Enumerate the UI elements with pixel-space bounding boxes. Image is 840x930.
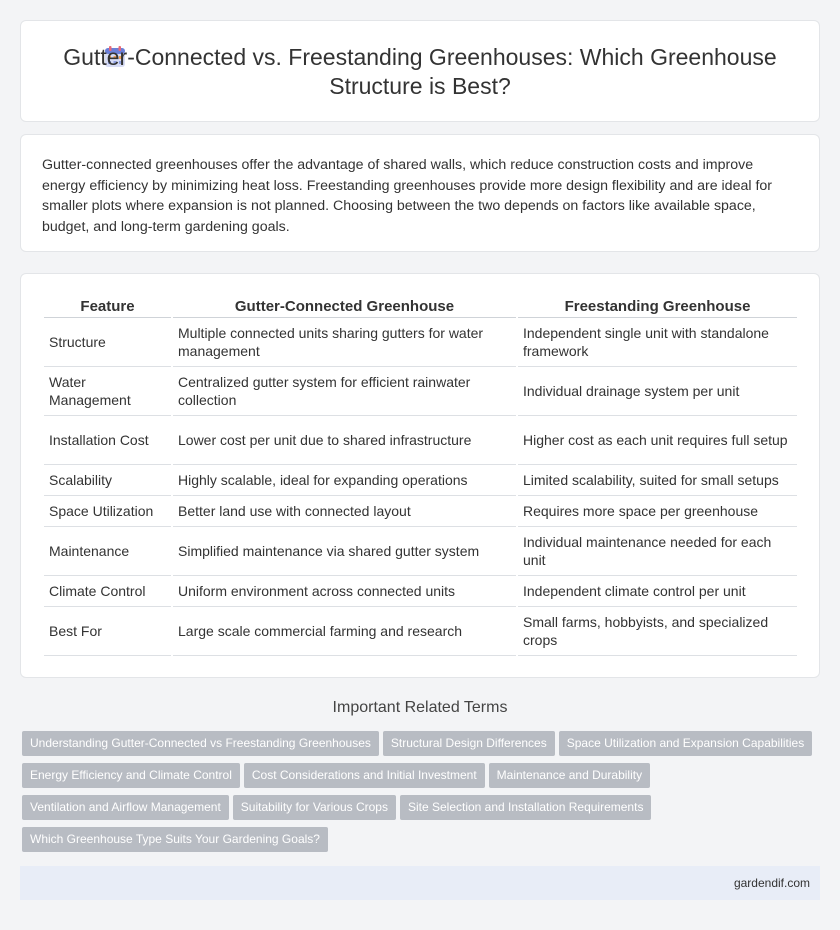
freestanding-cell: Independent single unit with standalone framework [518, 318, 797, 367]
feature-cell: Space Utilization [44, 496, 171, 527]
related-term-tag[interactable]: Site Selection and Installation Requirements [400, 795, 651, 820]
related-terms-title: Important Related Terms [332, 699, 508, 716]
header-feature: Feature [44, 296, 171, 318]
header-freestanding: Freestanding Greenhouse [518, 296, 797, 318]
related-term-tag[interactable]: Maintenance and Durability [489, 763, 650, 788]
table-row [44, 465, 797, 496]
gutter-cell: Multiple connected units sharing gutters for water management [173, 318, 516, 367]
comparison-table-card [20, 273, 820, 678]
freestanding-cell: Higher cost as each unit requires full setup [518, 416, 797, 465]
footer [20, 866, 820, 900]
related-term-tag[interactable]: Energy Efficiency and Climate Control [22, 763, 240, 788]
header-card [20, 20, 820, 122]
table-row [44, 318, 797, 367]
gutter-cell: Lower cost per unit due to shared infrastructure [173, 416, 516, 465]
table-row [44, 367, 797, 416]
table-row [44, 496, 797, 527]
header-gutter-connected: Gutter-Connected Greenhouse [173, 296, 516, 318]
related-term-tag[interactable]: Space Utilization and Expansion Capabilities [559, 731, 812, 756]
intro-card [20, 134, 820, 252]
comparison-table [42, 296, 799, 656]
feature-cell: Maintenance [44, 527, 171, 576]
related-term-tag[interactable]: Understanding Gutter-Connected vs Freestanding Greenhouses [22, 731, 379, 756]
gutter-cell: Large scale commercial farming and research [173, 607, 516, 656]
freestanding-cell: Requires more space per greenhouse [518, 496, 797, 527]
freestanding-cell: Independent climate control per unit [518, 576, 797, 607]
freestanding-cell: Individual maintenance needed for each unit [518, 527, 797, 576]
gutter-cell: Centralized gutter system for efficient rainwater collection [173, 367, 516, 416]
related-term-tag[interactable]: Which Greenhouse Type Suits Your Gardening Goals? [22, 827, 328, 852]
gutter-cell: Uniform environment across connected units [173, 576, 516, 607]
related-terms-tags [22, 731, 822, 859]
freestanding-cell: Limited scalability, suited for small setups [518, 465, 797, 496]
page-title: Gutter-Connected vs. Freestanding Greenhouses: Which Greenhouse Structure is Best? [63, 44, 777, 99]
related-term-tag[interactable]: Cost Considerations and Initial Investment [244, 763, 485, 788]
footer-site-link[interactable]: gardendif.com [733, 876, 810, 890]
feature-cell: Climate Control [44, 576, 171, 607]
feature-cell: Best For [44, 607, 171, 656]
related-term-tag[interactable]: Suitability for Various Crops [233, 795, 396, 820]
gutter-cell: Highly scalable, ideal for expanding operations [173, 465, 516, 496]
freestanding-cell: Small farms, hobbyists, and specialized crops [518, 607, 797, 656]
table-row [44, 527, 797, 576]
table-row [44, 607, 797, 656]
related-term-tag[interactable]: Ventilation and Airflow Management [22, 795, 229, 820]
feature-cell: Installation Cost [44, 416, 171, 465]
related-term-tag[interactable]: Structural Design Differences [383, 731, 555, 756]
feature-cell: Structure [44, 318, 171, 367]
table-row [44, 416, 797, 465]
table-header-row [44, 296, 797, 318]
feature-cell: Scalability [44, 465, 171, 496]
table-row [44, 576, 797, 607]
freestanding-cell: Individual drainage system per unit [518, 367, 797, 416]
gutter-cell: Simplified maintenance via shared gutter system [173, 527, 516, 576]
intro-paragraph: Gutter-connected greenhouses offer the advantage of shared walls, which reduce construction costs and improve energy efficiency by minimizing heat loss. Freestanding greenhouses provide more design flexibility and are ideal for smaller plots where expansion is not planned. Choosing between the two depends on factors like available space, budget, and long-term gardening goals. [42, 157, 772, 235]
gutter-cell: Better land use with connected layout [173, 496, 516, 527]
feature-cell: Water Management [44, 367, 171, 416]
